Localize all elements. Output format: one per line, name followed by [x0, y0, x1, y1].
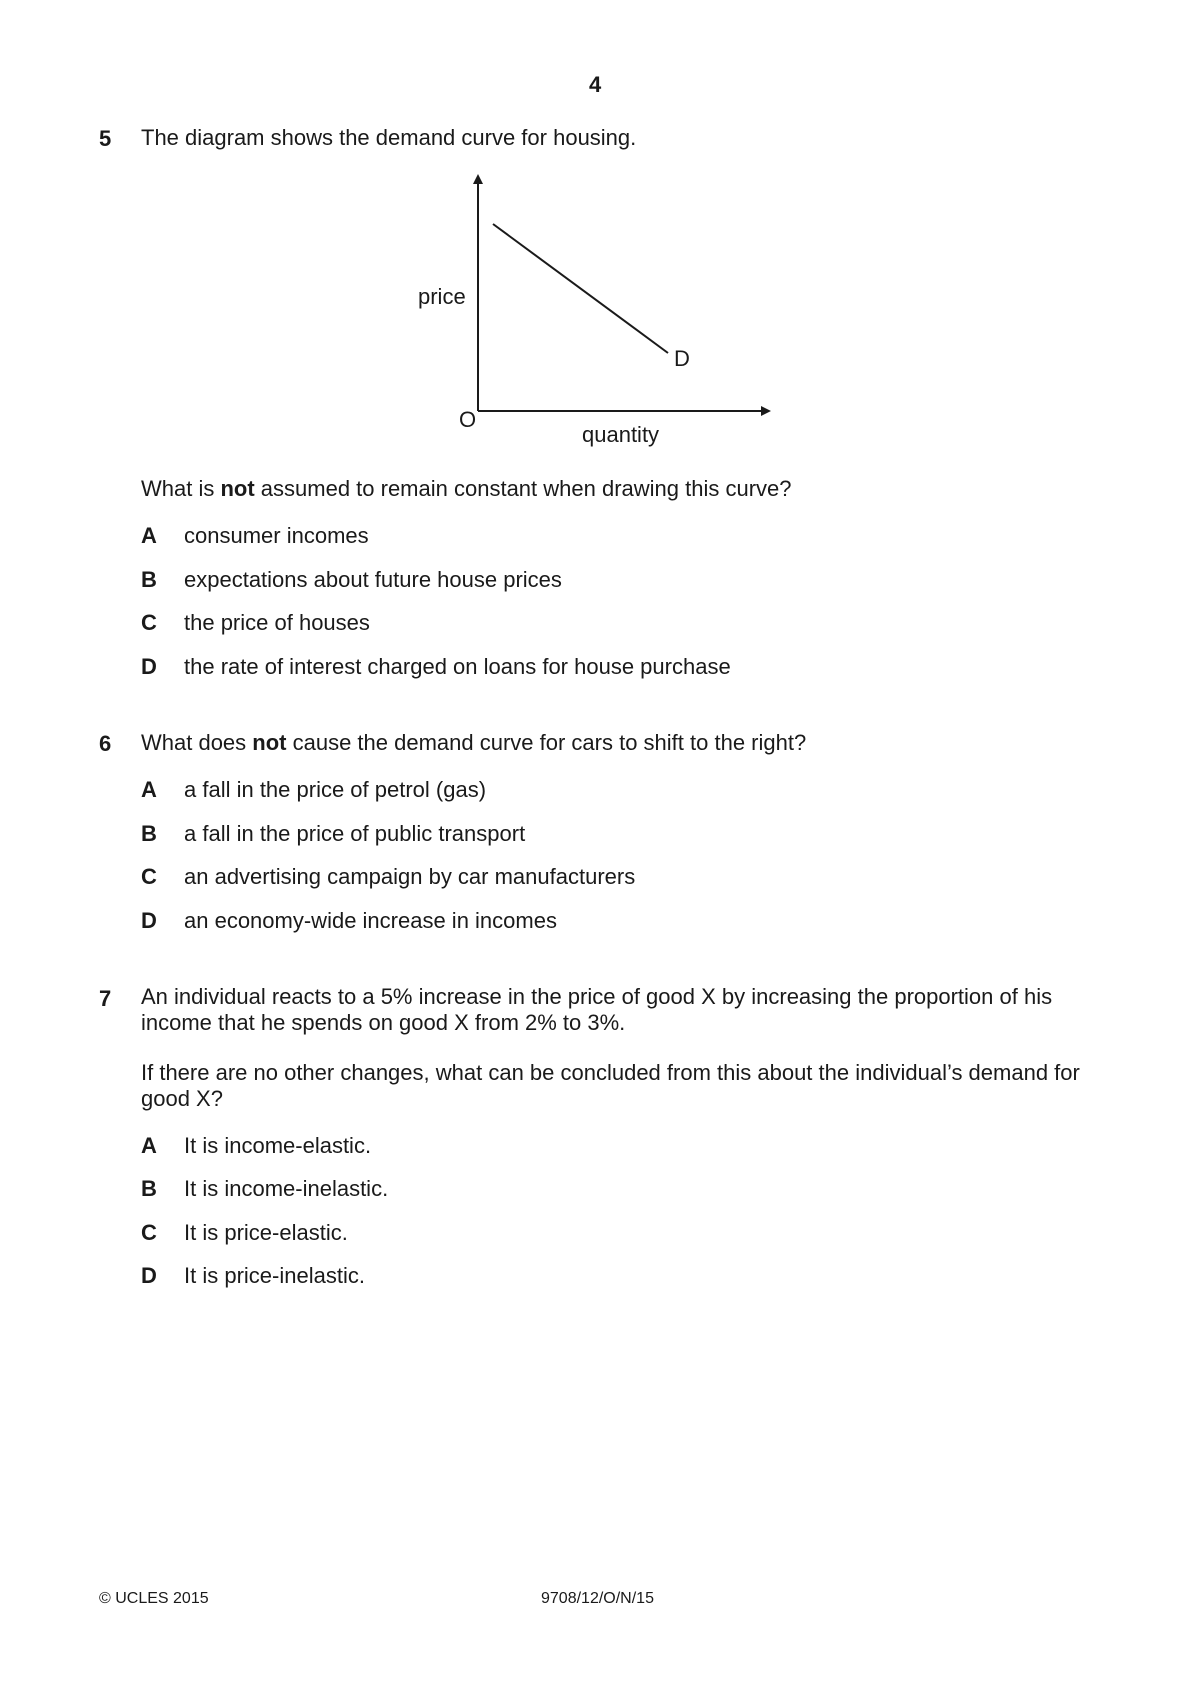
- question-stem: The diagram shows the demand curve for housing.: [141, 125, 637, 150]
- question-stem-line: An individual reacts to a 5% increase in the price of good X by increasing the proportion of his: [141, 984, 1053, 1009]
- option-text: the rate of interest charged on loans for house purchase: [184, 654, 731, 679]
- page-number: 4: [589, 72, 602, 97]
- copyright-notice: © UCLES 2015: [99, 1590, 209, 1607]
- option-letter: B: [141, 821, 157, 846]
- question-stem-line: income that he spends on good X from 2% to 3%.: [141, 1010, 626, 1035]
- option-letter: A: [141, 777, 157, 802]
- demand-curve-diagram: [400, 170, 800, 455]
- option-letter: D: [141, 1263, 157, 1288]
- question-number: 7: [99, 986, 112, 1011]
- option-text: an advertising campaign by car manufacturers: [184, 864, 636, 889]
- option-text: a fall in the price of public transport: [184, 821, 526, 846]
- price-axis-label: price: [418, 284, 466, 309]
- option-letter: D: [141, 908, 157, 933]
- option-letter: A: [141, 1133, 157, 1158]
- question-prompt: What is not assumed to remain constant when drawing this curve?: [141, 476, 792, 501]
- option-letter: C: [141, 1220, 157, 1245]
- demand-curve-label: D: [674, 346, 690, 371]
- option-text: a fall in the price of petrol (gas): [184, 777, 487, 802]
- option-letter: B: [141, 567, 157, 592]
- origin-label: O: [459, 407, 477, 432]
- option-text: It is price-elastic.: [184, 1220, 348, 1245]
- option-text: It is income-elastic.: [184, 1133, 372, 1158]
- emphasis-not: not: [220, 476, 255, 501]
- option-text: the price of houses: [184, 610, 370, 635]
- emphasis-not: not: [252, 730, 287, 755]
- option-text: expectations about future house prices: [184, 567, 562, 592]
- question-prompt: What does not cause the demand curve for cars to shift to the right?: [141, 730, 807, 755]
- quantity-axis-label: quantity: [582, 422, 660, 447]
- question-prompt-line: good X?: [141, 1086, 223, 1111]
- option-letter: C: [141, 864, 157, 889]
- option-text: It is income-inelastic.: [184, 1176, 389, 1201]
- option-letter: D: [141, 654, 157, 679]
- option-letter: C: [141, 610, 157, 635]
- demand-curve: [493, 224, 668, 353]
- option-text: consumer incomes: [184, 523, 369, 548]
- option-letter: B: [141, 1176, 157, 1201]
- paper-code: 9708/12/O/N/15: [541, 1590, 654, 1607]
- question-number: 6: [99, 731, 112, 756]
- question-prompt-line: If there are no other changes, what can be concluded from this about the individual’s demand for: [141, 1060, 1080, 1085]
- option-text: It is price-inelastic.: [184, 1263, 365, 1288]
- option-text: an economy-wide increase in incomes: [184, 908, 557, 933]
- option-letter: A: [141, 523, 157, 548]
- question-number: 5: [99, 126, 112, 151]
